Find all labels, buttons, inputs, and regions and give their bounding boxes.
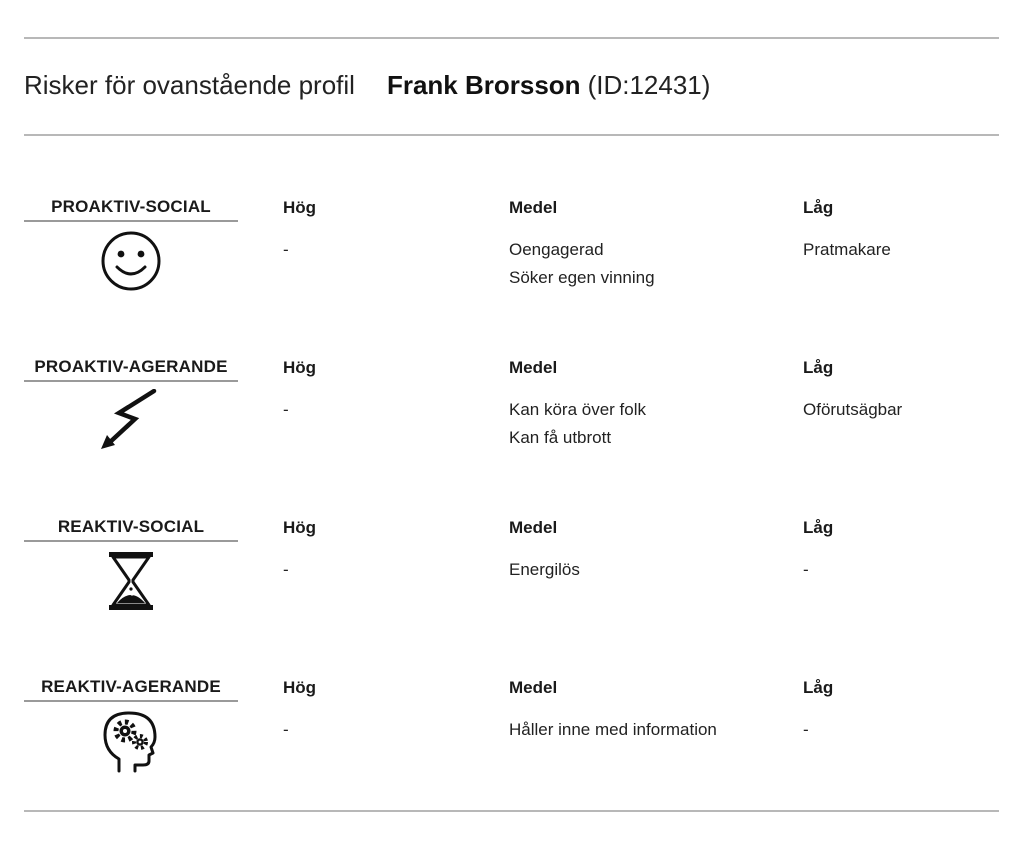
- header-prefix: Risker för ovanstående profil: [24, 70, 355, 100]
- column-header-medel: Medel: [509, 678, 558, 697]
- list-item: -: [283, 720, 289, 739]
- lightning-bolt-icon: [99, 389, 163, 453]
- risk-section-proaktiv-social: [24, 197, 999, 327]
- top-divider: [24, 37, 999, 39]
- medel-list: [509, 236, 655, 292]
- hog-list: [283, 716, 289, 744]
- lag-list: [803, 396, 902, 424]
- list-item: Kan få utbrott: [509, 428, 612, 447]
- head-gears-icon: [99, 709, 163, 773]
- list-item: Kan köra över folk: [509, 400, 647, 419]
- risk-section-reaktiv-agerande: [24, 677, 999, 807]
- medel-list: [509, 396, 646, 452]
- category-label: PROAKTIV-AGERANDE: [24, 357, 238, 382]
- header-divider: [24, 134, 999, 136]
- lag-list: [803, 716, 809, 744]
- list-item: -: [283, 400, 289, 419]
- profile-name: Frank Brorsson: [386, 70, 581, 100]
- lag-list: [803, 236, 891, 264]
- hourglass-icon: [99, 549, 163, 613]
- list-item: -: [803, 720, 809, 739]
- column-header-medel: Medel: [509, 358, 558, 377]
- column-header-hog: Hög: [283, 678, 317, 697]
- lag-list: [803, 556, 809, 584]
- list-item: Söker egen vinning: [509, 268, 655, 287]
- hog-list: [283, 556, 289, 584]
- page-header: [24, 70, 710, 110]
- column-header-hog: Hög: [283, 518, 317, 537]
- column-header-hog: Hög: [283, 198, 317, 217]
- bottom-divider: [24, 810, 999, 812]
- column-header-medel: Medel: [509, 198, 558, 217]
- medel-list: [509, 556, 580, 584]
- risk-section-proaktiv-agerande: [24, 357, 999, 487]
- column-header-lag: Låg: [803, 358, 834, 377]
- risk-section-reaktiv-social: [24, 517, 999, 647]
- category-label: REAKTIV-SOCIAL: [24, 517, 238, 542]
- list-item: Pratmakare: [803, 240, 891, 259]
- category-label: REAKTIV-AGERANDE: [24, 677, 238, 702]
- list-item: Oengagerad: [509, 240, 604, 259]
- list-item: Energilös: [509, 560, 580, 579]
- category-label: PROAKTIV-SOCIAL: [24, 197, 238, 222]
- column-header-lag: Låg: [803, 198, 834, 217]
- list-item: -: [283, 240, 289, 259]
- list-item: -: [803, 560, 809, 579]
- column-header-hog: Hög: [283, 358, 317, 377]
- smiley-icon: [99, 229, 163, 293]
- hog-list: [283, 236, 289, 264]
- column-header-lag: Låg: [803, 518, 834, 537]
- profile-id: (ID:12431): [587, 70, 711, 100]
- hog-list: [283, 396, 289, 424]
- column-header-medel: Medel: [509, 518, 558, 537]
- list-item: -: [283, 560, 289, 579]
- list-item: Oförutsägbar: [803, 400, 903, 419]
- medel-list: [509, 716, 717, 744]
- column-header-lag: Låg: [803, 678, 834, 697]
- list-item: Håller inne med information: [509, 720, 717, 739]
